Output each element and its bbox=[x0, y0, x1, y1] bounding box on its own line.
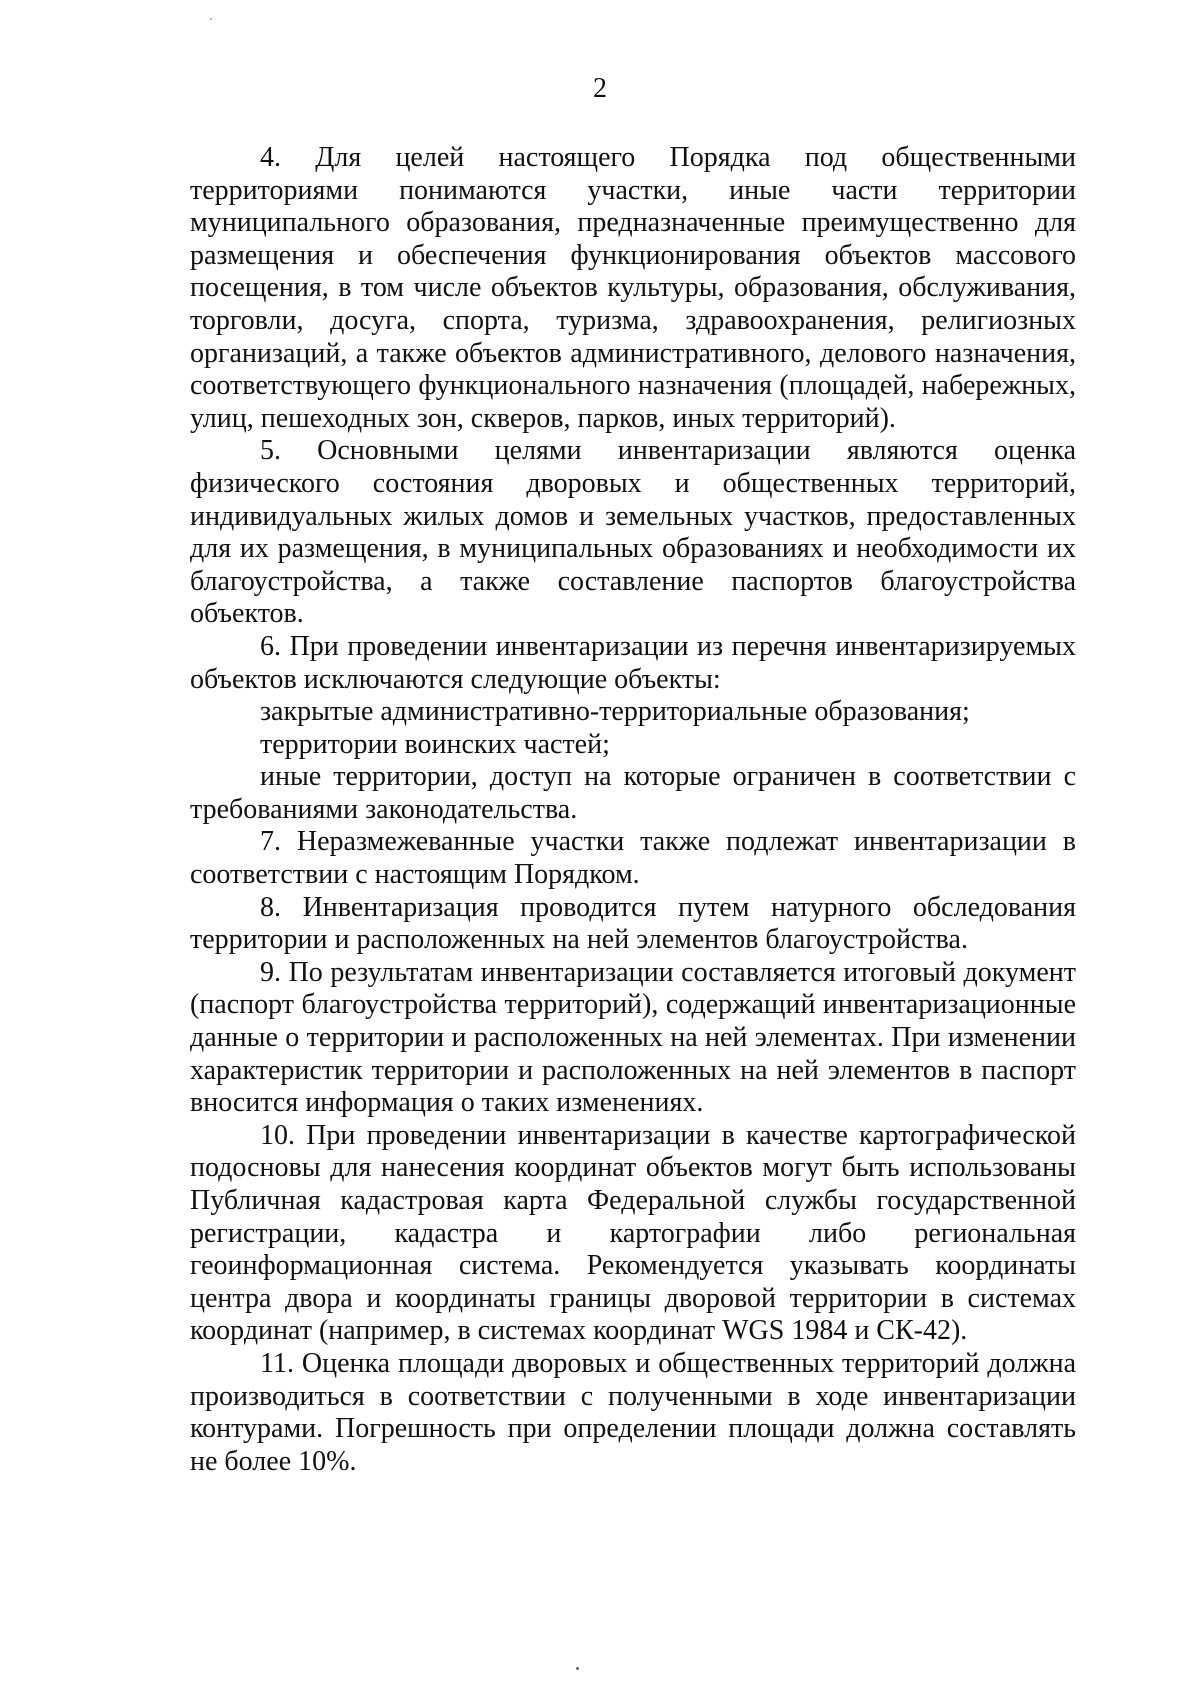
paragraph-4-public-territories: 4. Для целей настоящего Порядка под общественными территориями понимаются участки, иные части территории муниципального образования, предназначенные преимущественно для размещения и обеспечения функционирования объектов массового посещения, в том числе объектов культуры, образования, обслуживания, торговли, досуга, спорта, туризма, здравоохранения, религиозных организаций, а также объектов административного, делового назначения, соответствующего функционального назначения (площадей, набережных, улиц, пешеходных зон, скверов, парков, иных территорий). bbox=[190, 142, 1076, 434]
scan-speck bbox=[576, 1667, 579, 1670]
paragraph-9-passport: 9. По результатам инвентаризации составляется итоговый документ (паспорт благоустройства территорий), содержащий инвентаризационные данные о территории и расположенных на ней элементах. При изменении характеристик территории и расположенных на ней элементов в паспорт вносится информация о таких изменениях. bbox=[190, 956, 1076, 1119]
paragraph-8-field-survey: 8. Инвентаризация проводится путем натурного обследования территории и расположенных на ней элементов благоустройства. bbox=[190, 891, 1076, 956]
document-body bbox=[190, 142, 1076, 1478]
scan-speck bbox=[210, 18, 212, 20]
paragraph-7-undelimited-plots: 7. Неразмежеванные участки также подлежат инвентаризации в соответствии с настоящим Порядком. bbox=[190, 826, 1076, 891]
paragraph-6-exclusions: 6. При проведении инвентаризации из перечня инвентаризируемых объектов исключаются следующие объекты: bbox=[190, 630, 1076, 695]
list-item-closed-formations: закрытые административно-территориальные образования; bbox=[260, 696, 970, 728]
list-item-restricted-territories: иные территории, доступ на которые ограничен в соответствии с требованиями законодательства. bbox=[190, 761, 1076, 825]
paragraph-11-area-accuracy: 11. Оценка площади дворовых и общественных территорий должна производиться в соответствии с полученными в ходе инвентаризации контурами. Погрешность при определении площади должна составлять не более 10%. bbox=[190, 1347, 1076, 1477]
paragraph-10-cartography: 10. При проведении инвентаризации в качестве картографической подосновы для нанесения координат объектов могут быть использованы Публичная кадастровая карта Федеральной службы государственной регистрации, кадастра и картографии либо региональная геоинформационная система. Рекомендуется указывать координаты центра двора и координаты границы дворовой территории в системах координат (например, в системах координат WGS 1984 и СК-42). bbox=[190, 1119, 1076, 1347]
page-number: 2 bbox=[593, 73, 607, 104]
list-item-military-territories: территории воинских частей; bbox=[260, 728, 610, 760]
paragraph-5-inventory-goals: 5. Основными целями инвентаризации являются оценка физического состояния дворовых и общественных территорий, индивидуальных жилых домов и земельных участков, предоставленных для их размещения, в муниципальных образованиях и необходимости их благоустройства, а также составление паспортов благоустройства объектов. bbox=[190, 435, 1076, 630]
